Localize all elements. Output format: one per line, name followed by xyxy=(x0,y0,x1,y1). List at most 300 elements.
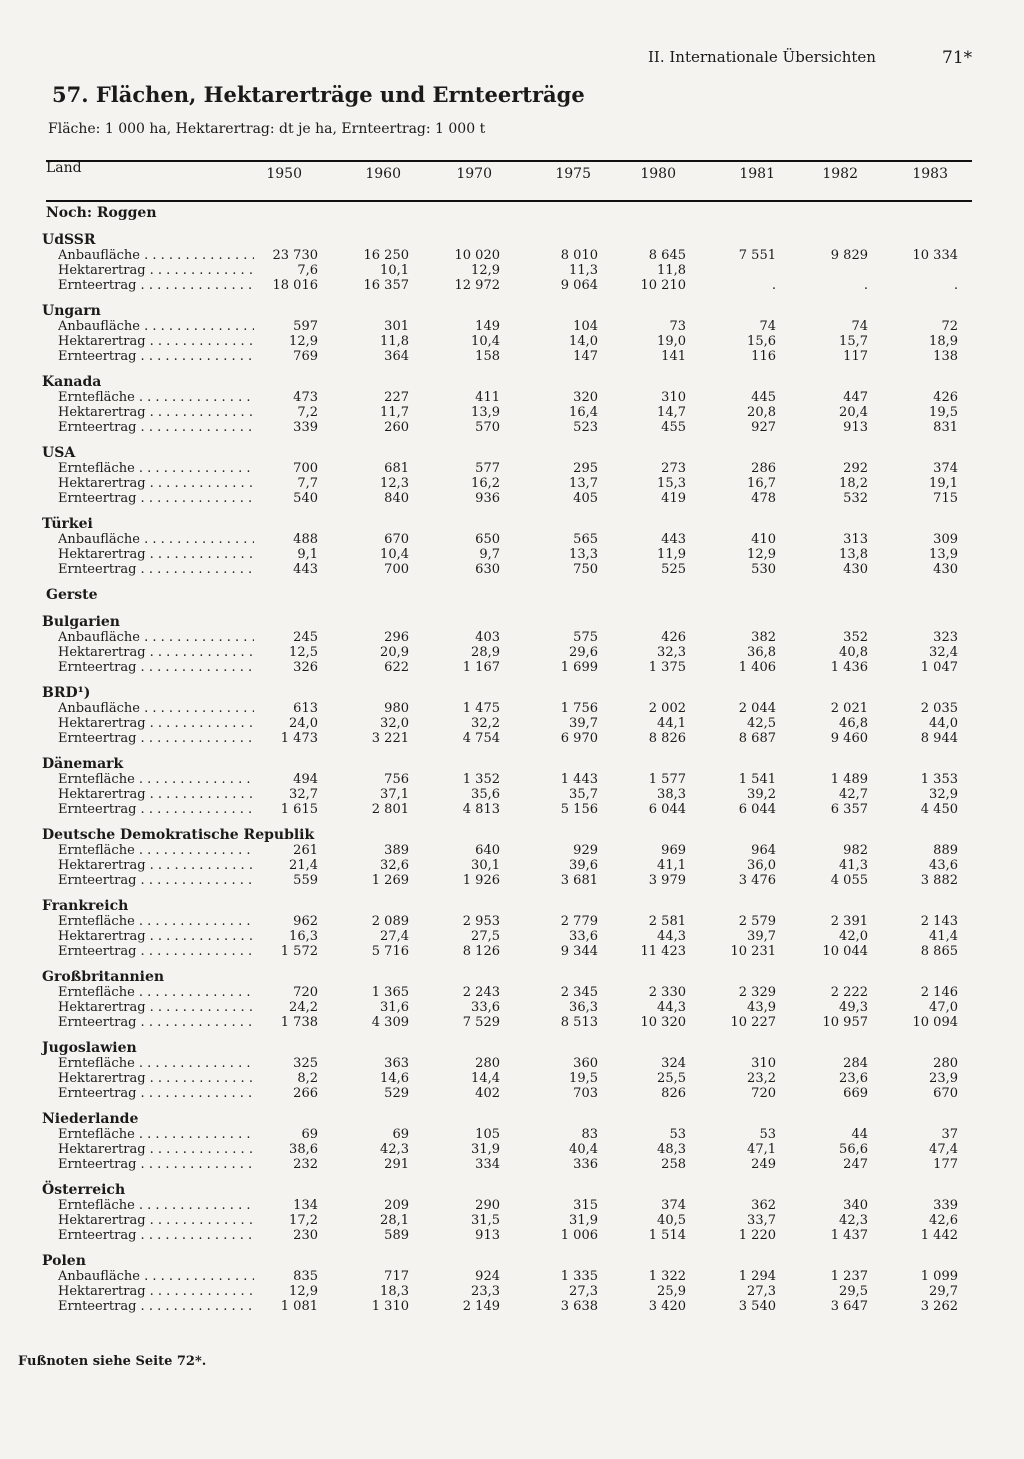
table-cell: 28,9 xyxy=(471,645,500,660)
table-cell: 1 473 xyxy=(280,731,318,746)
metric-label-text: Ernteertrag xyxy=(58,802,137,817)
table-cell: 301 xyxy=(384,319,409,334)
table-cell: 13,7 xyxy=(569,476,598,491)
metric-label xyxy=(58,420,254,435)
table-cell: 24,0 xyxy=(289,716,318,731)
table-cell: 10 210 xyxy=(640,278,686,293)
table-cell: 10 334 xyxy=(912,248,958,263)
metric-label xyxy=(58,1228,254,1243)
table-cell: 1 475 xyxy=(462,701,500,716)
table-cell: 529 xyxy=(384,1086,409,1101)
metric-label-text: Ernteertrag xyxy=(58,562,137,577)
metric-label-text: Ernteertrag xyxy=(58,1086,137,1101)
table-cell: 2 149 xyxy=(462,1299,500,1314)
metric-label xyxy=(58,1198,254,1213)
table-cell: 2 345 xyxy=(560,985,598,1000)
table-cell: 48,3 xyxy=(657,1142,686,1157)
table-cell: 1 443 xyxy=(560,772,598,787)
table-cell: 290 xyxy=(475,1198,500,1213)
table-cell: 1 615 xyxy=(280,802,318,817)
table-cell: 11,7 xyxy=(380,405,409,420)
table-cell: 28,1 xyxy=(380,1213,409,1228)
table-cell: 1 322 xyxy=(648,1269,686,1284)
table-cell: 37,1 xyxy=(380,787,409,802)
table-cell: 30,1 xyxy=(471,858,500,873)
table-cell: 565 xyxy=(573,532,598,547)
metric-label xyxy=(58,701,254,716)
table-cell: 280 xyxy=(933,1056,958,1071)
table-cell: 1 756 xyxy=(560,701,598,716)
table-cell: 104 xyxy=(573,319,598,334)
table-cell: 1 294 xyxy=(738,1269,776,1284)
table-cell: 9 829 xyxy=(830,248,868,263)
table-cell: 17,2 xyxy=(289,1213,318,1228)
table-cell: 19,0 xyxy=(657,334,686,349)
metric-label-text: Hektarertrag xyxy=(58,334,146,349)
country-name: Jugoslawien xyxy=(42,1040,137,1056)
table-cell: 83 xyxy=(581,1127,598,1142)
table-cell: 42,0 xyxy=(839,929,868,944)
table-cell: 280 xyxy=(475,1056,500,1071)
table-cell: 247 xyxy=(843,1157,868,1172)
table-cell: 964 xyxy=(751,843,776,858)
metric-label-text: Erntefläche xyxy=(58,772,135,787)
table-cell: 936 xyxy=(475,491,500,506)
table-cell: 33,6 xyxy=(471,1000,500,1015)
table-cell: 559 xyxy=(293,873,318,888)
table-cell: 622 xyxy=(384,660,409,675)
metric-label xyxy=(58,1157,254,1172)
country-name: BRD¹) xyxy=(42,685,91,701)
table-cell: 295 xyxy=(573,461,598,476)
metric-label-text: Ernteertrag xyxy=(58,660,137,675)
table-cell: 309 xyxy=(933,532,958,547)
metric-label-text: Erntefläche xyxy=(58,461,135,476)
table-cell: 141 xyxy=(661,349,686,364)
table-cell: 158 xyxy=(475,349,500,364)
metric-label-text: Erntefläche xyxy=(58,1198,135,1213)
table-cell: 32,3 xyxy=(657,645,686,660)
table-cell: 12,9 xyxy=(747,547,776,562)
table-cell: 74 xyxy=(759,319,776,334)
table-cell: 44,1 xyxy=(657,716,686,731)
table-cell: 1 310 xyxy=(371,1299,409,1314)
metric-label xyxy=(58,929,254,944)
table-cell: 597 xyxy=(293,319,318,334)
table-cell: 9 344 xyxy=(560,944,598,959)
table-cell: 382 xyxy=(751,630,776,645)
table-cell: 138 xyxy=(933,349,958,364)
metric-label-text: Anbaufläche xyxy=(58,701,140,716)
table-cell: 8 126 xyxy=(462,944,500,959)
table-cell: 7,2 xyxy=(297,405,318,420)
metric-label-text: Erntefläche xyxy=(58,1127,135,1142)
table-cell: 913 xyxy=(843,420,868,435)
metric-label-text: Hektarertrag xyxy=(58,1142,146,1157)
metric-label-text: Hektarertrag xyxy=(58,1071,146,1086)
table-cell: 23 730 xyxy=(272,248,318,263)
table-cell: 4 309 xyxy=(371,1015,409,1030)
table-cell: 2 779 xyxy=(560,914,598,929)
metric-label-text: Hektarertrag xyxy=(58,716,146,731)
metric-label-text: Hektarertrag xyxy=(58,476,146,491)
table-cell: 2 044 xyxy=(738,701,776,716)
metric-label xyxy=(58,914,254,929)
year-header-1960: 1960 xyxy=(365,166,401,182)
table-cell: 69 xyxy=(392,1127,409,1142)
metric-label-text: Ernteertrag xyxy=(58,1228,137,1243)
country-name: USA xyxy=(42,445,76,461)
table-cell: 2 391 xyxy=(830,914,868,929)
table-cell: 3 638 xyxy=(560,1299,598,1314)
table-cell: 315 xyxy=(573,1198,598,1213)
country-name: Österreich xyxy=(42,1182,126,1198)
metric-label xyxy=(58,1056,254,1071)
table-cell: 23,9 xyxy=(929,1071,958,1086)
table-cell: 1 437 xyxy=(830,1228,868,1243)
metric-label-text: Anbaufläche xyxy=(58,532,140,547)
table-cell: 336 xyxy=(573,1157,598,1172)
table-cell: 18,3 xyxy=(380,1284,409,1299)
table-cell: 31,5 xyxy=(471,1213,500,1228)
table-cell: 69 xyxy=(301,1127,318,1142)
table-cell: 44,3 xyxy=(657,929,686,944)
table-cell: 43,9 xyxy=(747,1000,776,1015)
table-cell: 323 xyxy=(933,630,958,645)
table-cell: 23,3 xyxy=(471,1284,500,1299)
metric-label xyxy=(58,843,254,858)
table-cell: 32,4 xyxy=(929,645,958,660)
table-cell: 455 xyxy=(661,420,686,435)
table-cell: 700 xyxy=(293,461,318,476)
table-cell: 25,9 xyxy=(657,1284,686,1299)
table-cell: 20,8 xyxy=(747,405,776,420)
table-cell: 39,7 xyxy=(747,929,776,944)
metric-label-text: Ernteertrag xyxy=(58,278,137,293)
metric-label-text: Ernteertrag xyxy=(58,944,137,959)
table-cell: 1 572 xyxy=(280,944,318,959)
table-cell: 756 xyxy=(384,772,409,787)
table-cell: 8 010 xyxy=(560,248,598,263)
metric-label xyxy=(58,547,254,562)
metric-label-text: Ernteertrag xyxy=(58,873,137,888)
table-cell: 1 220 xyxy=(738,1228,776,1243)
table-cell: 38,3 xyxy=(657,787,686,802)
metric-label xyxy=(58,1000,254,1015)
table-cell: 27,5 xyxy=(471,929,500,944)
metric-label-text: Hektarertrag xyxy=(58,929,146,944)
table-cell: . xyxy=(953,278,958,293)
table-cell: 8,2 xyxy=(297,1071,318,1086)
table-cell: 525 xyxy=(661,562,686,577)
table-cell: 177 xyxy=(933,1157,958,1172)
table-cell: 19,5 xyxy=(569,1071,598,1086)
table-cell: 340 xyxy=(843,1198,868,1213)
metric-label xyxy=(58,1269,254,1284)
table-cell: 16,2 xyxy=(471,476,500,491)
metric-label-text: Ernteertrag xyxy=(58,731,137,746)
table-cell: 3 540 xyxy=(738,1299,776,1314)
table-cell: 4 450 xyxy=(920,802,958,817)
table-cell: 19,5 xyxy=(929,405,958,420)
table-cell: 2 579 xyxy=(738,914,776,929)
table-cell: 13,8 xyxy=(839,547,868,562)
table-cell: 10 094 xyxy=(912,1015,958,1030)
table-cell: 74 xyxy=(851,319,868,334)
table-cell: 36,3 xyxy=(569,1000,598,1015)
table-cell: 1 237 xyxy=(830,1269,868,1284)
metric-label-text: Ernteertrag xyxy=(58,1299,137,1314)
table-cell: 42,3 xyxy=(380,1142,409,1157)
table-cell: 41,3 xyxy=(839,858,868,873)
table-cell: 669 xyxy=(843,1086,868,1101)
table-cell: 411 xyxy=(475,390,500,405)
table-cell: 540 xyxy=(293,491,318,506)
table-cell: 23,2 xyxy=(747,1071,776,1086)
table-cell: 8 865 xyxy=(920,944,958,959)
table-cell: 14,4 xyxy=(471,1071,500,1086)
metric-label-text: Hektarertrag xyxy=(58,1000,146,1015)
table-cell: 324 xyxy=(661,1056,686,1071)
table-cell: 44,3 xyxy=(657,1000,686,1015)
table-cell: 5 156 xyxy=(560,802,598,817)
table-cell: 16 357 xyxy=(363,278,409,293)
metric-label xyxy=(58,278,254,293)
metric-label xyxy=(58,731,254,746)
table-cell: 352 xyxy=(843,630,868,645)
table-cell: 31,9 xyxy=(569,1213,598,1228)
table-cell: 29,7 xyxy=(929,1284,958,1299)
metric-label-text: Erntefläche xyxy=(58,1056,135,1071)
table-cell: 10,4 xyxy=(471,334,500,349)
table-cell: 40,8 xyxy=(839,645,868,660)
table-cell: 1 375 xyxy=(648,660,686,675)
metric-label xyxy=(58,562,254,577)
metric-label xyxy=(58,1142,254,1157)
table-cell: 1 335 xyxy=(560,1269,598,1284)
table-cell: 913 xyxy=(475,1228,500,1243)
table-cell: 339 xyxy=(293,420,318,435)
table-cell: 249 xyxy=(751,1157,776,1172)
year-header-1970: 1970 xyxy=(456,166,492,182)
table-cell: 334 xyxy=(475,1157,500,1172)
table-cell: 310 xyxy=(751,1056,776,1071)
year-header-1975: 1975 xyxy=(555,166,591,182)
table-cell: 769 xyxy=(293,349,318,364)
metric-label-text: Hektarertrag xyxy=(58,787,146,802)
table-cell: 374 xyxy=(661,1198,686,1213)
table-cell: 1 442 xyxy=(920,1228,958,1243)
country-name: Großbritannien xyxy=(42,969,165,985)
table-cell: 116 xyxy=(751,349,776,364)
table-cell: 1 047 xyxy=(920,660,958,675)
table-cell: 286 xyxy=(751,461,776,476)
year-header-1982: 1982 xyxy=(822,166,858,182)
metric-label xyxy=(58,1284,254,1299)
table-cell: 37 xyxy=(941,1127,958,1142)
table-cell: 405 xyxy=(573,491,598,506)
table-cell: 12,9 xyxy=(471,263,500,278)
table-rule-top xyxy=(46,160,972,162)
running-head: II. Internationale Übersichten xyxy=(648,48,876,66)
table-cell: 831 xyxy=(933,420,958,435)
table-cell: 2 035 xyxy=(920,701,958,716)
metric-label-text: Anbaufläche xyxy=(58,319,140,334)
metric-label-text: Erntefläche xyxy=(58,390,135,405)
table-cell: 532 xyxy=(843,491,868,506)
table-cell: 9,7 xyxy=(479,547,500,562)
table-cell: 443 xyxy=(293,562,318,577)
table-cell: 53 xyxy=(759,1127,776,1142)
units-note: Fläche: 1 000 ha, Hektarertrag: dt je ha, Ernteertrag: 1 000 t xyxy=(48,121,486,137)
metric-label xyxy=(58,772,254,787)
table-cell: 670 xyxy=(384,532,409,547)
table-cell: 3 979 xyxy=(648,873,686,888)
table-cell: 38,6 xyxy=(289,1142,318,1157)
table-cell: 7,7 xyxy=(297,476,318,491)
table-cell: 6 357 xyxy=(830,802,868,817)
table-cell: 35,7 xyxy=(569,787,598,802)
country-name: Türkei xyxy=(42,516,93,532)
metric-label xyxy=(58,405,254,420)
table-cell: 1 514 xyxy=(648,1228,686,1243)
metric-label xyxy=(58,248,254,263)
table-cell: 40,4 xyxy=(569,1142,598,1157)
table-cell: 42,3 xyxy=(839,1213,868,1228)
table-cell: 2 329 xyxy=(738,985,776,1000)
table-cell: 488 xyxy=(293,532,318,547)
table-cell: 27,3 xyxy=(569,1284,598,1299)
metric-label xyxy=(58,319,254,334)
table-cell: 374 xyxy=(933,461,958,476)
table-cell: 982 xyxy=(843,843,868,858)
table-cell: 47,1 xyxy=(747,1142,776,1157)
table-cell: 363 xyxy=(384,1056,409,1071)
table-cell: 42,7 xyxy=(839,787,868,802)
table-cell: 117 xyxy=(843,349,868,364)
metric-label-text: Anbaufläche xyxy=(58,1269,140,1284)
table-cell: 27,3 xyxy=(747,1284,776,1299)
table-cell: 39,6 xyxy=(569,858,598,873)
metric-label xyxy=(58,532,254,547)
metric-label-text: Erntefläche xyxy=(58,843,135,858)
table-cell: 16 250 xyxy=(363,248,409,263)
table-cell: 9 460 xyxy=(830,731,868,746)
table-cell: 2 146 xyxy=(920,985,958,1000)
table-cell: 296 xyxy=(384,630,409,645)
table-cell: 25,5 xyxy=(657,1071,686,1086)
table-cell: 1 406 xyxy=(738,660,776,675)
table-cell: 8 645 xyxy=(648,248,686,263)
metric-label-text: Hektarertrag xyxy=(58,1284,146,1299)
metric-label xyxy=(58,873,254,888)
table-cell: 929 xyxy=(573,843,598,858)
metric-label-text: Ernteertrag xyxy=(58,420,137,435)
table-cell: 320 xyxy=(573,390,598,405)
metric-label-text: Ernteertrag xyxy=(58,349,137,364)
table-cell: 889 xyxy=(933,843,958,858)
table-cell: 325 xyxy=(293,1056,318,1071)
country-name: Niederlande xyxy=(42,1111,139,1127)
table-cell: 232 xyxy=(293,1157,318,1172)
table-cell: 426 xyxy=(933,390,958,405)
table-cell: 35,6 xyxy=(471,787,500,802)
table-cell: 12 972 xyxy=(454,278,500,293)
table-cell: 7 529 xyxy=(462,1015,500,1030)
table-cell: 447 xyxy=(843,390,868,405)
table-cell: 650 xyxy=(475,532,500,547)
table-cell: 2 330 xyxy=(648,985,686,1000)
country-name: Ungarn xyxy=(42,303,101,319)
table-cell: 260 xyxy=(384,420,409,435)
table-cell: 2 222 xyxy=(830,985,868,1000)
table-cell: 147 xyxy=(573,349,598,364)
table-cell: 670 xyxy=(933,1086,958,1101)
table-cell: 835 xyxy=(293,1269,318,1284)
table-cell: 2 089 xyxy=(371,914,409,929)
table-cell: 1 577 xyxy=(648,772,686,787)
table-cell: 8 687 xyxy=(738,731,776,746)
metric-label xyxy=(58,944,254,959)
table-cell: 1 926 xyxy=(462,873,500,888)
table-cell: 8 513 xyxy=(560,1015,598,1030)
table-cell: 49,3 xyxy=(839,1000,868,1015)
table-cell: 4 754 xyxy=(462,731,500,746)
table-cell: 258 xyxy=(661,1157,686,1172)
table-cell: 613 xyxy=(293,701,318,716)
table-cell: 41,4 xyxy=(929,929,958,944)
table-cell: 1 081 xyxy=(280,1299,318,1314)
table-cell: 2 953 xyxy=(462,914,500,929)
metric-label xyxy=(58,390,254,405)
table-cell: 426 xyxy=(661,630,686,645)
table-cell: 42,5 xyxy=(747,716,776,731)
table-cell: 10 320 xyxy=(640,1015,686,1030)
metric-label xyxy=(58,461,254,476)
table-cell: 12,5 xyxy=(289,645,318,660)
table-cell: 700 xyxy=(384,562,409,577)
table-cell: 44,0 xyxy=(929,716,958,731)
table-cell: 284 xyxy=(843,1056,868,1071)
table-cell: 530 xyxy=(751,562,776,577)
table-cell: 21,4 xyxy=(289,858,318,873)
table-cell: 8 944 xyxy=(920,731,958,746)
table-cell: 715 xyxy=(933,491,958,506)
table-cell: 2 581 xyxy=(648,914,686,929)
metric-label xyxy=(58,645,254,660)
table-cell: 4 813 xyxy=(462,802,500,817)
table-cell: 980 xyxy=(384,701,409,716)
country-name: Bulgarien xyxy=(42,614,120,630)
metric-label xyxy=(58,802,254,817)
table-cell: 10 231 xyxy=(730,944,776,959)
table-cell: 419 xyxy=(661,491,686,506)
table-cell: 32,2 xyxy=(471,716,500,731)
table-cell: 3 221 xyxy=(371,731,409,746)
metric-label xyxy=(58,263,254,278)
table-cell: 32,9 xyxy=(929,787,958,802)
table-cell: 14,6 xyxy=(380,1071,409,1086)
table-cell: 11,3 xyxy=(569,263,598,278)
table-cell: 44 xyxy=(851,1127,868,1142)
table-cell: 430 xyxy=(933,562,958,577)
table-cell: 3 647 xyxy=(830,1299,868,1314)
table-cell: 20,9 xyxy=(380,645,409,660)
table-cell: 640 xyxy=(475,843,500,858)
metric-label-text: Anbaufläche xyxy=(58,248,140,263)
table-cell: 962 xyxy=(293,914,318,929)
table-cell: 18,9 xyxy=(929,334,958,349)
